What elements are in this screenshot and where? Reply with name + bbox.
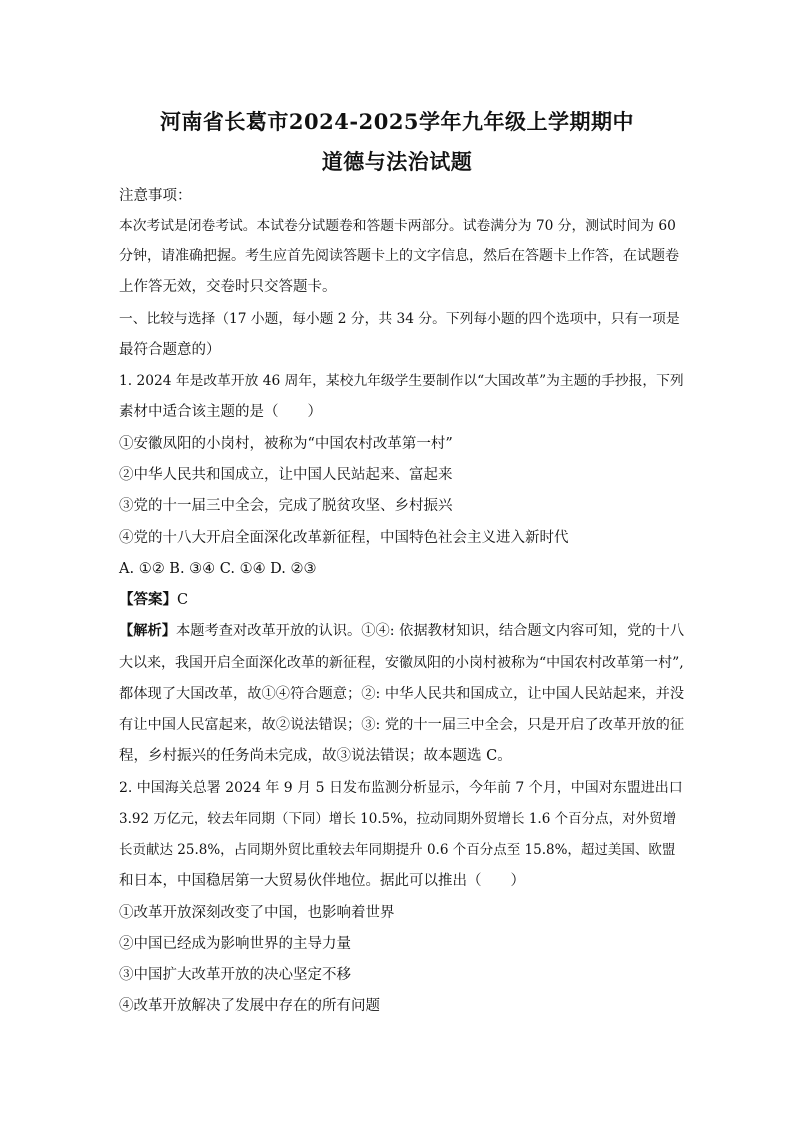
question-1-option: ③党的十一届三中全会，完成了脱贫攻坚、乡村振兴: [119, 498, 453, 514]
question-2-option: ①改革开放深刻改变了中国，也影响着世界: [119, 905, 395, 921]
section-heading: 一、比较与选择（17 小题，每小题 2 分，共 34 分。下列每小题的四个选项中，只有一项是: [119, 311, 680, 327]
question-1-analysis: 【解析】本题考查对改革开放的认识。①④: 依据教材知识，结合题文内容可知，党的十八: [119, 623, 685, 639]
question-2-stem: 2. 中国海关总署 2024 年 9 月 5 日发布监测分析显示，今年前 7 个月，中国对东盟进出口: [119, 780, 683, 796]
label-tag: 【答案】: [119, 591, 177, 608]
section-heading: 最符合题意的）: [119, 342, 221, 358]
document-title: 河南省长葛市2024-2025学年九年级上学期期中: [159, 109, 635, 134]
question-1-analysis: 程，乡村振兴的任务尚未完成，故③说法错误；故本题选 C。: [119, 748, 512, 764]
question-2-option: ③中国扩大改革开放的决心坚定不移: [119, 967, 351, 983]
notice-heading: 注意事项：: [119, 188, 192, 204]
notice-line: 本次考试是闭卷考试。本试卷分试题卷和答题卡两部分。试卷满分为 70 分，测试时间为 60: [119, 218, 676, 234]
label-tag: 【解析】: [119, 623, 177, 639]
question-2-option: ④改革开放解决了发展中存在的所有问题: [119, 998, 380, 1014]
question-1-choices: A. ①② B. ③④ C. ①④ D. ②③: [119, 561, 317, 577]
question-1-answer: 【答案】C: [119, 591, 189, 608]
question-2-stem: 长贡献达 25.8%，占同期外贸比重较去年同期提升 0.6 个百分点至 15.8%，超过美国、欧盟: [119, 842, 676, 858]
question-1-option: ④党的十八大开启全面深化改革新征程，中国特色社会主义进入新时代: [119, 530, 569, 546]
question-2-option: ②中国已经成为影响世界的主导力量: [119, 936, 351, 952]
question-1-analysis: 有让中国人民富起来，故②说法错误；③: 党的十一届三中全会，只是开启了改革开放的征: [119, 717, 685, 733]
question-1-analysis: 都体现了大国改革，故①④符合题意；②: 中华人民共和国成立，让中国人民站起来，并没: [119, 686, 685, 702]
notice-line: 上作答无效，交卷时只交答题卡。: [119, 279, 337, 295]
question-1-option: ①安徽凤阳的小岗村，被称为“中国农村改革第一村”: [119, 436, 453, 452]
question-1-analysis: 大以来，我国开启全面深化改革的新征程，安徽凤阳的小岗村被称为“中国农村改革第一村”,: [119, 655, 684, 671]
document-subtitle: 道德与法治试题: [321, 149, 473, 174]
notice-line: 分钟，请准确把握。考生应首先阅读答题卡上的文字信息，然后在答题卡上作答，在试题卷: [119, 248, 679, 264]
question-1-option: ②中华人民共和国成立，让中国人民站起来、富起来: [119, 467, 453, 483]
question-2-stem: 3.92 万亿元，较去年同期（下同）增长 10.5%，拉动同期外贸增长 1.6 个百分点，对外贸增: [119, 811, 677, 827]
question-2-stem: 和日本，中国稳居第一大贸易伙伴地位。据此可以推出（ ）: [119, 873, 525, 889]
question-1-stem: 素材中适合该主题的是（ ）: [119, 404, 322, 420]
question-1-stem: 1. 2024 年是改革开放 46 周年，某校九年级学生要制作以“大国改革”为主题的手抄报，下列: [119, 373, 684, 389]
